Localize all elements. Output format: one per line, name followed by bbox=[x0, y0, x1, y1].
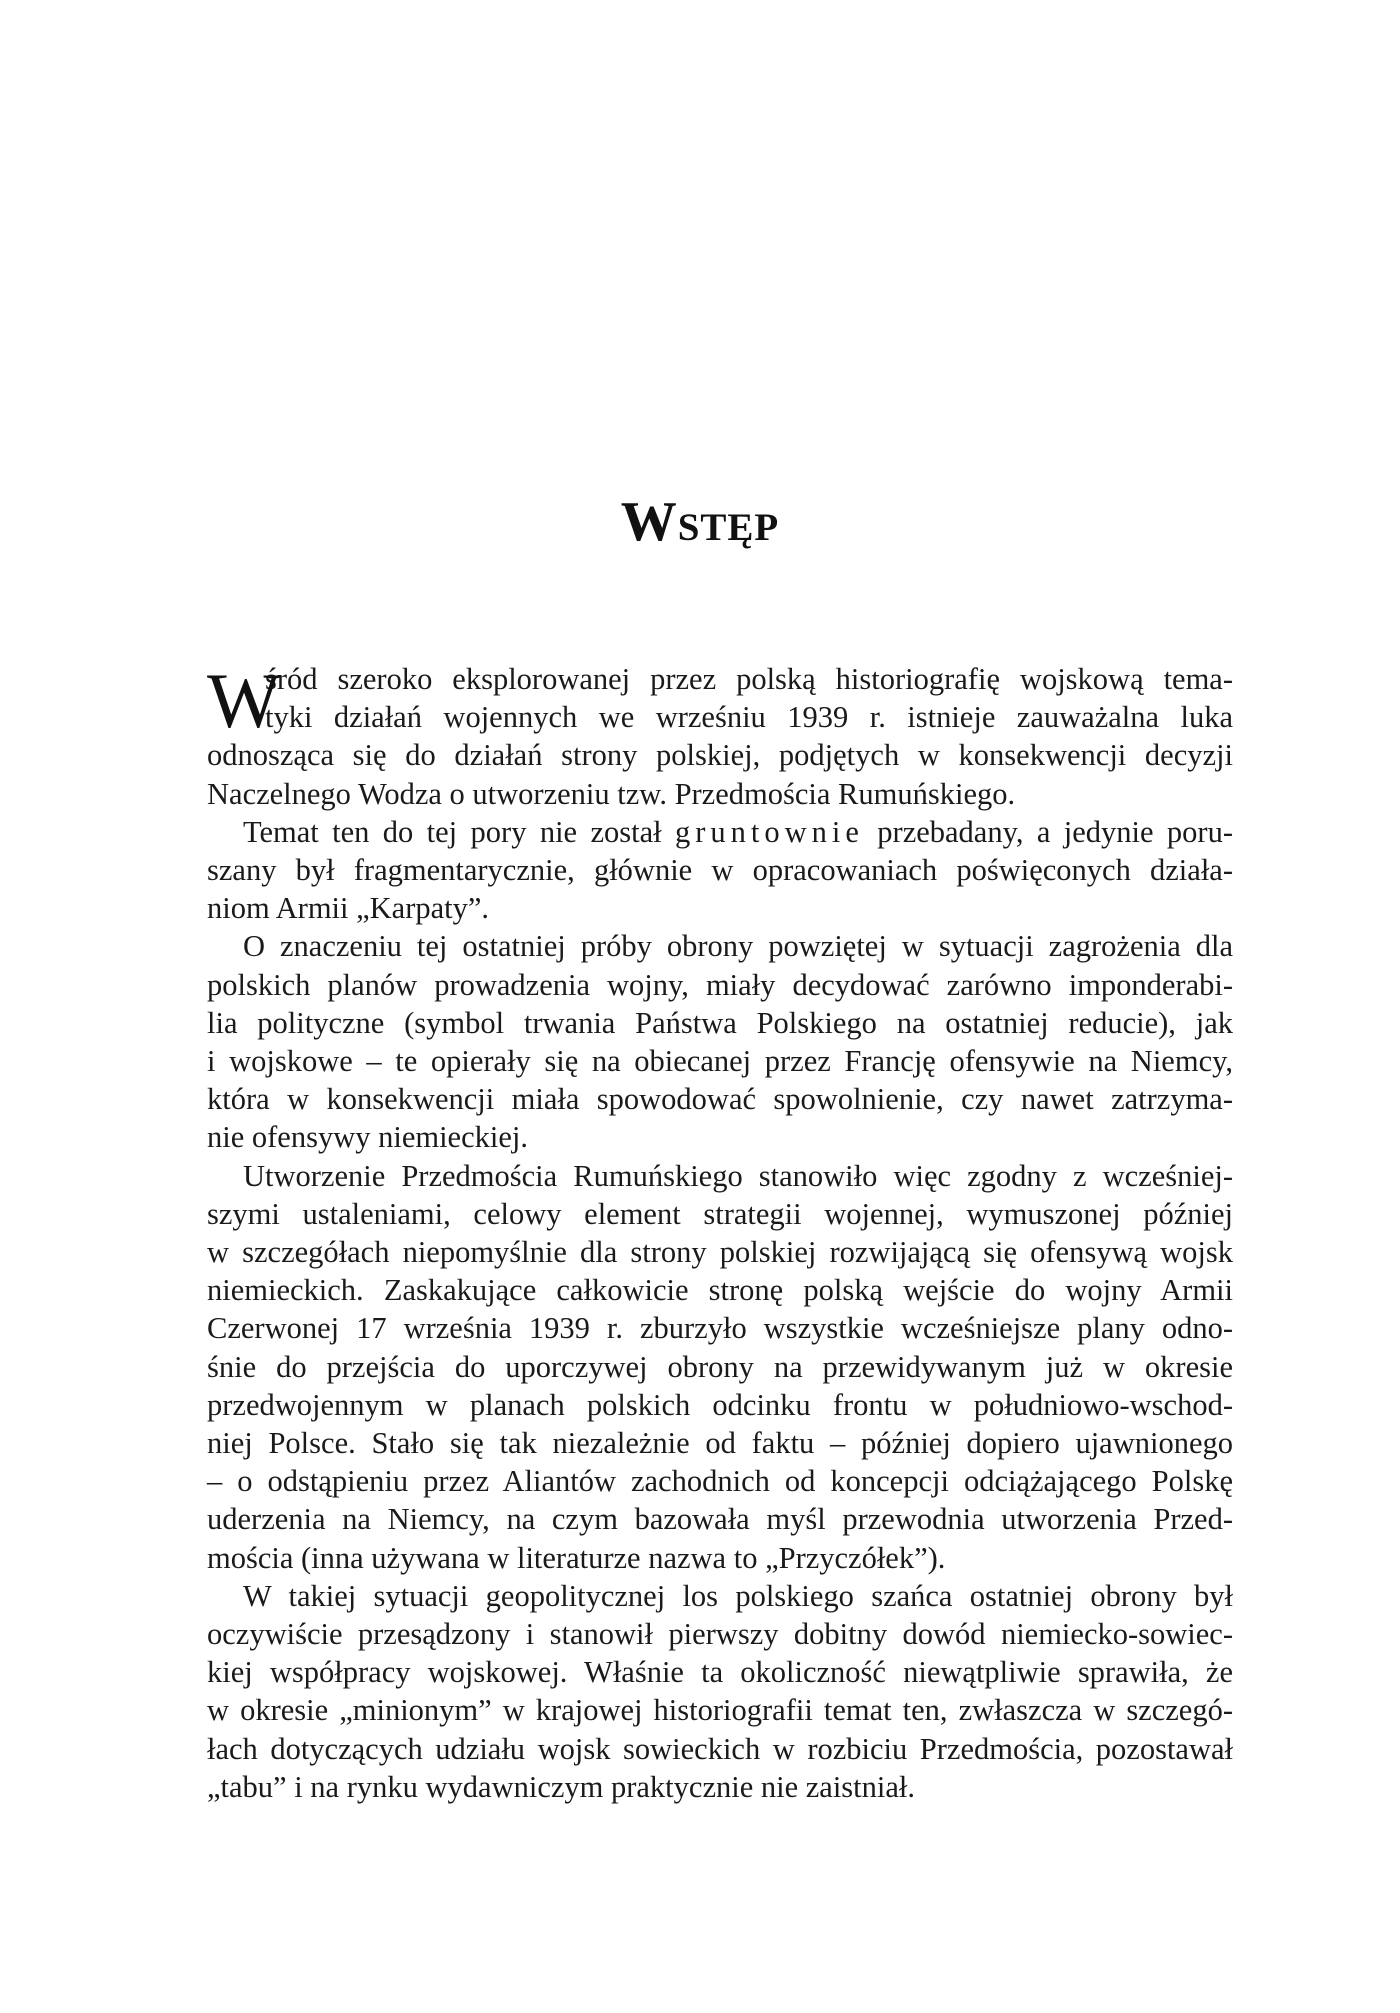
text-line: szymi ustaleniami, celowy element strategii wojennej, wymuszonej później bbox=[207, 1196, 1233, 1231]
text-line: tyki działań wojennych we wrześniu 1939 r. istnieje zauważalna luka bbox=[265, 700, 1233, 735]
text-line: odnosząca się do działań strony polskiej, podjętych w konsekwencji decyzji bbox=[207, 738, 1233, 773]
text-line: niej Polsce. Stało się tak niezależnie od faktu – później dopiero ujawnionego bbox=[207, 1426, 1233, 1461]
text-line: O znaczeniu tej ostatniej próby obrony powziętej w sytuacji zagrożenia dla bbox=[243, 929, 1233, 964]
spaced-emphasis: gruntownie bbox=[674, 814, 864, 849]
text-line: oczywiście przesądzony i stanowił pierwszy dobitny dowód niemiecko-sowiec- bbox=[207, 1617, 1233, 1652]
text-line: W takiej sytuacji geopolitycznej los polskiego szańca ostatniej obrony był bbox=[243, 1578, 1233, 1613]
text-line: uderzenia na Niemcy, na czym bazowała myśl przewodnia utworzenia Przed- bbox=[207, 1502, 1233, 1537]
text-line: niom Armii „Karpaty”. bbox=[207, 891, 490, 926]
text-line: mościa (inna używana w literaturze nazwa to „Przyczółek”). bbox=[207, 1540, 946, 1575]
text-line: kiej współpracy wojskowej. Właśnie ta okoliczność niewątpliwie sprawiła, że bbox=[207, 1655, 1233, 1690]
text-line: łach dotyczących udziału wojsk sowieckich w rozbiciu Przedmościa, pozostawał bbox=[207, 1731, 1233, 1766]
paragraph-4 bbox=[207, 1157, 1233, 1577]
text-line: Czerwonej 17 września 1939 r. zburzyło wszystkie wcześniejsze plany odno- bbox=[207, 1311, 1233, 1346]
text-line: w okresie „minionym” w krajowej historiografii temat ten, zwłaszcza w szczegó- bbox=[207, 1693, 1233, 1728]
text-line: która w konsekwencji miała spowodować spowolnienie, czy nawet zatrzyma- bbox=[207, 1082, 1233, 1117]
text-line: i wojskowe – te opierały się na obiecanej przez Francję ofensywie na Niemcy, bbox=[207, 1044, 1233, 1079]
text-line: „tabu” i na rynku wydawniczym praktycznie nie zaistniał. bbox=[207, 1769, 916, 1804]
paragraph-1 bbox=[207, 657, 1233, 813]
text-line: przedwojennym w planach polskich odcinku frontu w południowo-wschod- bbox=[207, 1387, 1233, 1422]
text-segment: Temat ten do tej pory nie został bbox=[243, 814, 675, 849]
body-text bbox=[207, 657, 1233, 1806]
drop-cap: W bbox=[207, 657, 281, 744]
paragraph-2 bbox=[207, 813, 1233, 928]
chapter-title: Wstęp bbox=[620, 491, 780, 553]
text-line bbox=[207, 813, 1233, 851]
text-line: niemieckich. Zaskakujące całkowicie stronę polską wejście do wojny Armii bbox=[207, 1273, 1233, 1308]
paragraph-3 bbox=[207, 927, 1233, 1156]
paragraph-5 bbox=[207, 1577, 1233, 1806]
text-line: lia polityczne (symbol trwania Państwa Polskiego na ostatniej reducie), jak bbox=[207, 1005, 1233, 1040]
text-line: śnie do przejścia do uporczywej obrony na przewidywanym już w okresie bbox=[207, 1349, 1233, 1384]
text-line: śród szeroko eksplorowanej przez polską historiografię wojskową tema- bbox=[265, 662, 1233, 696]
text-line: Utworzenie Przedmościa Rumuńskiego stanowiło więc zgodny z wcześniej- bbox=[243, 1158, 1233, 1193]
text-line: w szczegółach niepomyślnie dla strony polskiej rozwijającą się ofensywą wojsk bbox=[207, 1235, 1233, 1270]
text-line: – o odstąpieniu przez Aliantów zachodnich od koncepcji odciążającego Polskę bbox=[207, 1464, 1233, 1499]
text-line: szany był fragmentarycznie, głównie w opracowaniach poświęconych działa- bbox=[207, 853, 1233, 888]
text-line: nie ofensywy niemieckiej. bbox=[207, 1120, 528, 1155]
text-line: Naczelnego Wodza o utworzeniu tzw. Przedmościa Rumuńskiego. bbox=[207, 776, 1016, 811]
text-line: polskich planów prowadzenia wojny, miały decydować zarówno imponderabi- bbox=[207, 967, 1233, 1002]
text-segment: przebadany, a jedynie poru- bbox=[863, 814, 1233, 849]
